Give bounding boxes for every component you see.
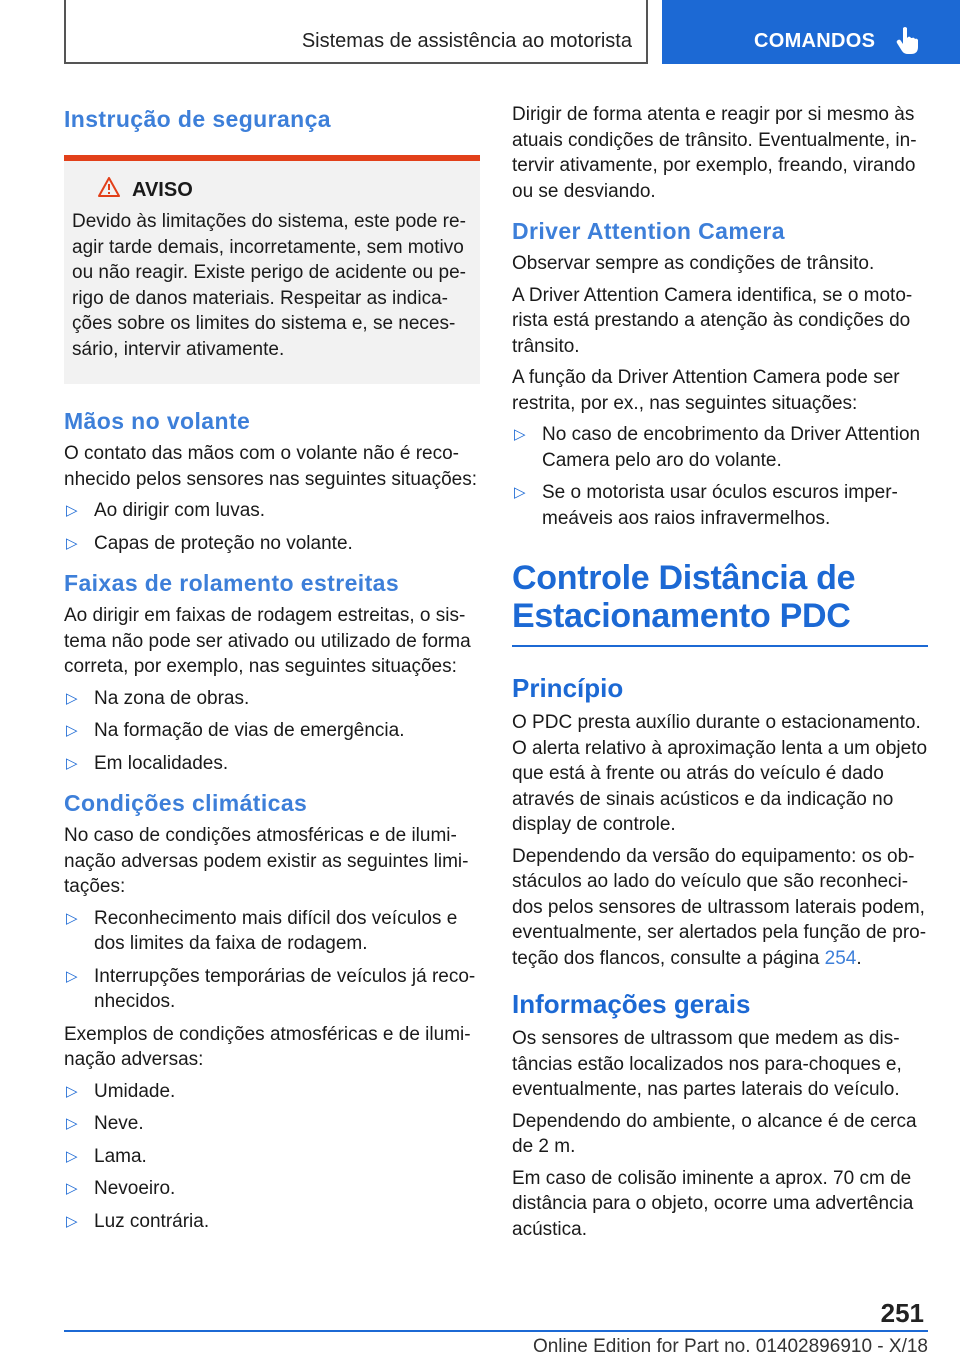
list-item: ▷ Na formação de vias de emergência.: [64, 718, 480, 744]
camera-text-3: A função da Driver Attention Camera pode ser restrita, por ex., nas seguintes situações:: [512, 367, 900, 414]
bullet-triangle-icon: ▷: [66, 722, 78, 739]
bullet-triangle-icon: ▷: [66, 1115, 78, 1132]
title-rule: [512, 645, 928, 647]
bullet-triangle-icon: ▷: [514, 484, 526, 501]
camera-text-1: Observar sempre as condições de trânsito.: [512, 253, 875, 274]
edition-text: Online Edition for Part no. 01402896910 - X/18: [532, 1336, 928, 1357]
general-text-3: Em caso de colisão iminente a aprox. 70 cm de distância para o objeto, ocorre uma advertência acústica.: [512, 1167, 914, 1240]
list-item: ▷ Capas de proteção no volante.: [64, 531, 480, 557]
pdc-title: Controle Distância de Estacionamento PDC: [512, 559, 856, 635]
intro-text: Dirigir de forma atenta e reagir por si mesmo às atuais condições de trânsito. Eventualmente, intervir ativamente, por exemplo, freando, virando ou se desviando.: [512, 104, 917, 202]
page-number: 251: [880, 1298, 924, 1328]
bullet-triangle-icon: ▷: [66, 502, 78, 519]
pointing-hand-icon: [896, 26, 918, 59]
list-item: ▷ Neve.: [64, 1111, 480, 1137]
warning-title: [72, 177, 470, 203]
bullet-triangle-icon: ▷: [66, 967, 78, 985]
bullet-triangle-icon: ▷: [66, 1212, 78, 1230]
warning-triangle-icon: [98, 177, 120, 203]
hands-list: [64, 498, 480, 556]
bullet-triangle-icon: ▷: [66, 754, 78, 772]
warning-text: Devido às limitações do sistema, este pode reagir tarde demais, incorretamente, sem motivo ou não reagir. Existe perigo de acidente ou perigo de danos materiais. Respeitar as indicações sobre os limites do sistema e, se necessário, intervir ativamente.: [72, 211, 466, 360]
general-text-1: Os sensores de ultrassom que medem as distâncias estão localizados nos para-choques e, eventualmente, nas partes laterais do veículo.: [512, 1028, 902, 1100]
section-title: Sistemas de assistência ao motorista: [301, 30, 632, 52]
list-item: ▷ Nevoeiro.: [64, 1176, 480, 1202]
footer-rule: [64, 1330, 928, 1332]
bullet-triangle-icon: ▷: [66, 909, 78, 927]
principle-text-1: O PDC presta auxílio durante o estacionamento. O alerta relativo à aproximação lenta a um objeto que está à frente ou atrás do veículo é dado através de sinais acústicos e da indicação no display de controle.: [512, 712, 928, 835]
hands-heading: Mãos no volante: [64, 408, 251, 434]
lanes-list: [64, 686, 480, 777]
hands-text: O contato das mãos com o volante não é reconhecido pelos sensores nas seguintes situações:: [64, 443, 477, 490]
safety-heading: Instrução de segurança: [64, 106, 331, 132]
list-item: ▷ No caso de encobrimento da Driver Attention Camera pelo aro do volante.: [514, 424, 921, 471]
bullet-triangle-icon: ▷: [514, 426, 526, 443]
header-tab[interactable]: [662, 0, 960, 64]
weather-list: [64, 906, 480, 1015]
list-item: ▷ Lama.: [64, 1144, 480, 1170]
camera-heading: Driver Attention Camera: [512, 218, 785, 244]
list-item: ▷ Em localidades.: [64, 751, 480, 777]
list-item: ▷ Reconhecimento mais difícil dos veículos e dos limites da faixa de rodagem.: [66, 907, 458, 954]
bullet-triangle-icon: ▷: [66, 1147, 78, 1165]
page-link[interactable]: 254: [824, 947, 857, 969]
list-item: ▷ Se o motorista usar óculos escuros impermeáveis aos raios infravermelhos.: [514, 482, 898, 529]
weather-heading: Condições climáticas: [64, 790, 308, 816]
bullet-triangle-icon: ▷: [66, 689, 78, 707]
list-item: ▷ Na zona de obras.: [64, 686, 480, 712]
camera-text-2: A Driver Attention Camera identifica, se o motorista está prestando a atenção às condições do trânsito.: [512, 284, 913, 357]
tab-label: COMANDOS: [754, 30, 876, 52]
weather-text-2: Exemplos de condições atmosféricas e de iluminação adversas:: [64, 1023, 471, 1070]
list-item: ▷ Ao dirigir com luvas.: [64, 498, 480, 524]
list-item: ▷ Interrupções temporárias de veículos já reconhecidos.: [66, 965, 476, 1012]
bullet-triangle-icon: ▷: [66, 534, 78, 552]
warning-label: AVISO: [132, 178, 193, 201]
principle-heading: Princípio: [512, 673, 624, 703]
weather-text: No caso de condições atmosféricas e de iluminação adversas podem existir as seguintes limitações:: [64, 825, 469, 897]
bullet-triangle-icon: ▷: [66, 1082, 78, 1100]
principle-text-2: Dependendo da versão do equipamento: os obstáculos ao lado do veículo que são reconhecidos pelos sensores de ultrassom laterais podem, eventualmente, ser alertados pela função de proteção dos flancos, consulte a página 254.: [512, 845, 927, 969]
weather-examples-list: [64, 1079, 480, 1235]
general-text-2: Dependendo do ambiente, o alcance é de cerca de 2 m.: [512, 1110, 917, 1157]
left-column: [64, 96, 480, 1241]
header-section-box: [64, 0, 648, 64]
list-item: ▷ Luz contrária.: [64, 1209, 480, 1235]
warning-box: [64, 161, 480, 384]
list-item: ▷ Umidade.: [64, 1079, 480, 1105]
lanes-text: Ao dirigir em faixas de rodagem estreitas, o sistema não pode ser ativado ou utilizado de forma correta, por exemplo, nas seguintes situações:: [64, 605, 471, 677]
lanes-heading: Faixas de rolamento estreitas: [64, 570, 400, 596]
camera-list: [512, 422, 928, 531]
right-column: [512, 102, 928, 1248]
general-heading: Informações gerais: [512, 989, 751, 1019]
bullet-triangle-icon: ▷: [66, 1180, 78, 1197]
